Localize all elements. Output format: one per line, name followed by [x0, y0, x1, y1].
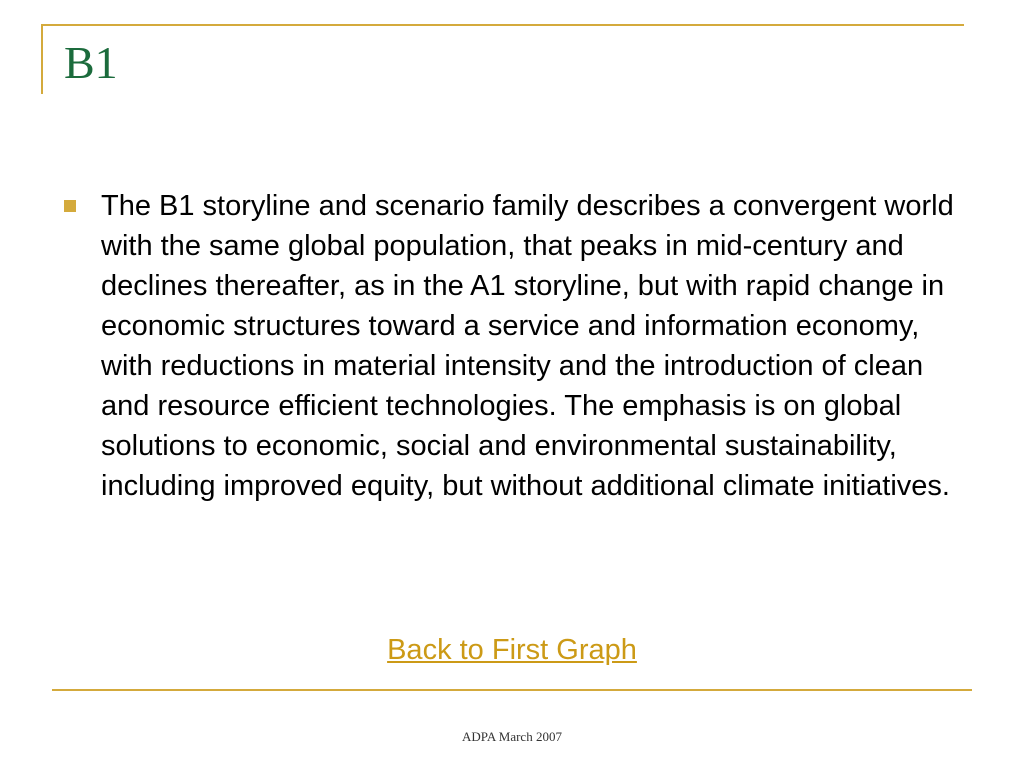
left-rule: [41, 24, 43, 94]
bottom-rule: [52, 689, 972, 691]
link-row: [0, 630, 1024, 670]
top-rule: [41, 24, 964, 26]
bullet-item: [64, 186, 964, 506]
footer-text: ADPA March 2007: [462, 729, 562, 744]
square-bullet-icon: [64, 200, 76, 212]
slide-content: [64, 186, 964, 506]
slide-title: B1: [64, 37, 118, 88]
back-to-first-graph-link[interactable]: Back to First Graph: [387, 634, 637, 666]
bullet-text: The B1 storyline and scenario family describes a convergent world with the same global population, that peaks in mid-century and declines thereafter, as in the A1 storyline, but with rapid change in economic structures toward a service and information economy, with reductions in material intensity and the introduction of clean and resource efficient technologies. The emphasis is on global solutions to economic, social and environmental sustainability, including improved equity, but without additional climate initiatives.: [101, 190, 954, 502]
